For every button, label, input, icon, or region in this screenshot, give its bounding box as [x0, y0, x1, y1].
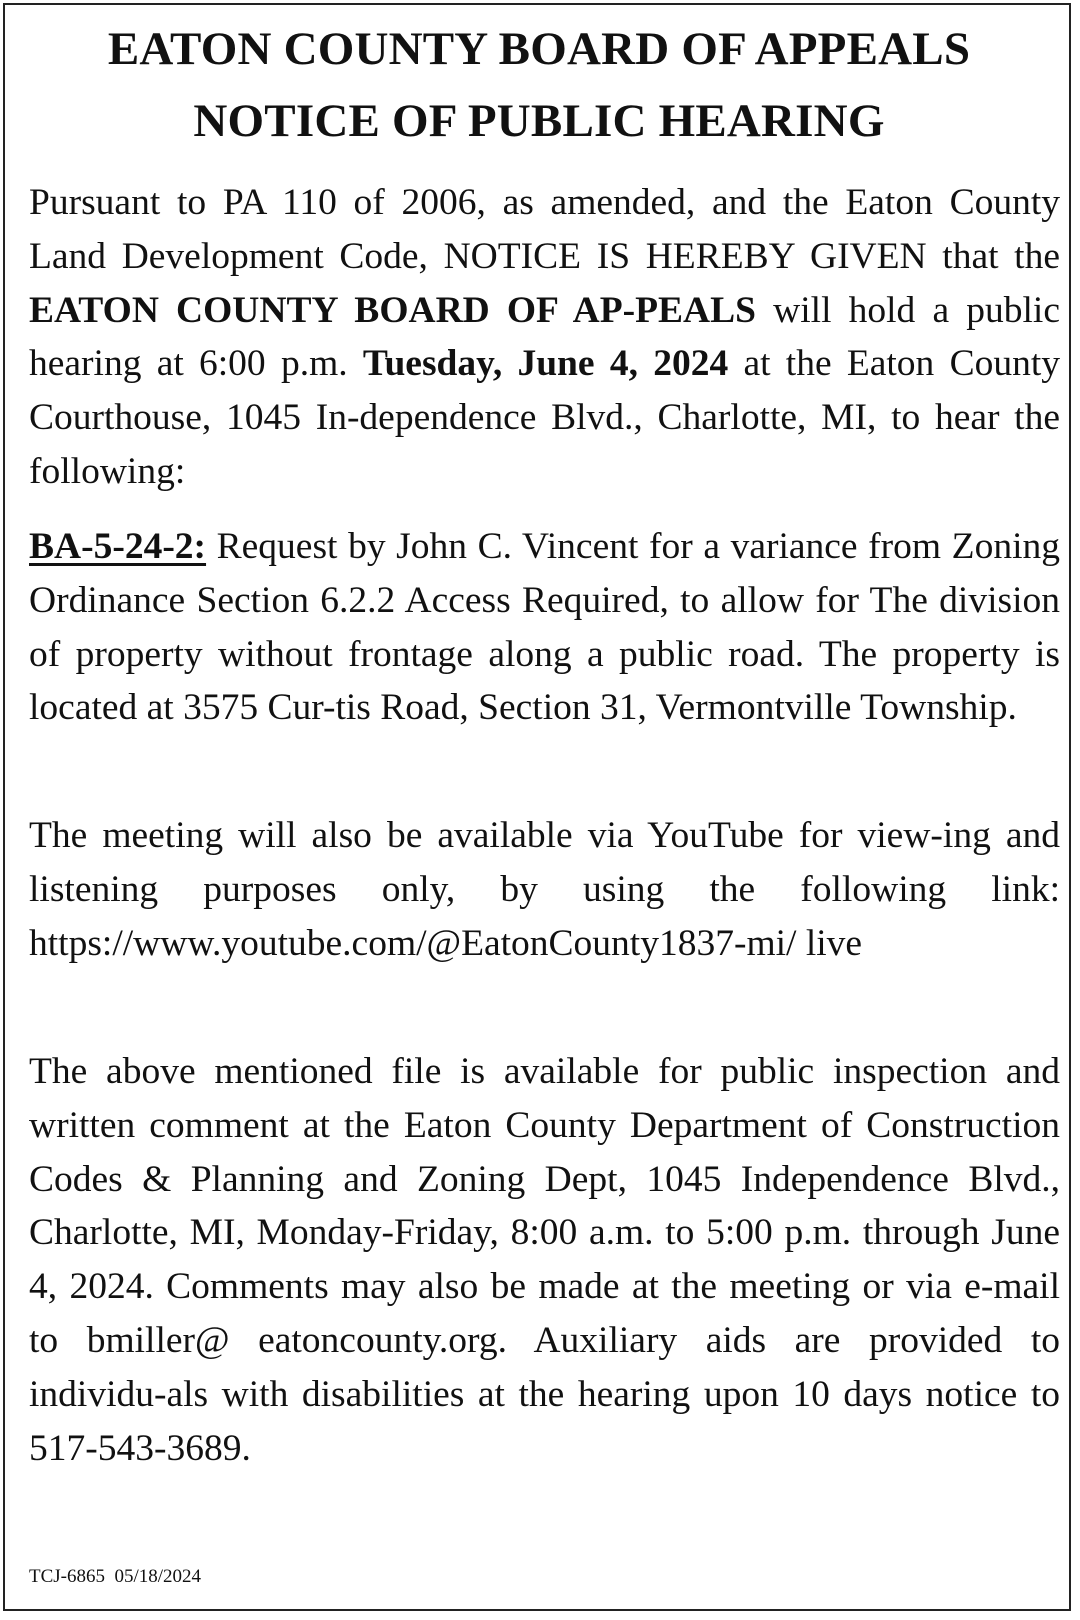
board-name: EATON COUNTY BOARD OF AP-PEALS [29, 289, 756, 331]
footer-date: 05/18/2024 [114, 1566, 202, 1587]
intro-paragraph [29, 176, 1060, 499]
case-description: Request by John C. Vincent for a variance from Zoning Ordinance Section 6.2.2 Access Required, to allow for The division of property without frontage along a public road. The property is located at 3575 Cur-tis Road, Section 31, Vermontville Township. [29, 526, 1060, 729]
inspection-paragraph: The above mentioned file is available for public inspection and written comment at the Eaton County Department of Construction Codes & Planning and Zoning Dept, 1045 Independence Blvd., Charlotte, MI, Monday-Friday, 8:00 a.m. to 5:00 p.m. through June 4, 2024. Comments may also be made at the meeting or via e-mail to bmiller@ eatoncounty.org. Auxiliary aids are provided to individu-als with disabilities at the hearing upon 10 days notice to 517-543-3689. [29, 1051, 1060, 1469]
notice-title: EATON COUNTY BOARD OF APPEALS [107, 23, 971, 75]
legal-notice [3, 3, 1071, 1611]
intro-text-a: Pursuant to PA 110 of 2006, as amended, and the Eaton County Land Development Code, NOTICE IS HEREBY GIVEN that the [29, 182, 1060, 277]
case-id: BA-5-24-2: [29, 526, 207, 567]
notice-subtitle: NOTICE OF PUBLIC HEARING [193, 95, 885, 147]
youtube-paragraph: The meeting will also be available via YouTube for view-ing and listening purposes only, by using the following link: https://www.youtube.com/@EatonCounty1837-mi/ live [29, 815, 1060, 964]
footer-code: TCJ-6865 [29, 1566, 105, 1587]
intro-text-b: will hold a public hearing at 6:00 p.m. [29, 289, 1060, 385]
case-paragraph [29, 520, 1060, 735]
intro-text-c: at the Eaton County Courthouse, 1045 In-dependence Blvd., Charlotte, MI, to hear the following: [29, 343, 1060, 492]
hearing-date: Tuesday, June 4, 2024 [362, 343, 729, 385]
footer-line [29, 1565, 201, 1589]
